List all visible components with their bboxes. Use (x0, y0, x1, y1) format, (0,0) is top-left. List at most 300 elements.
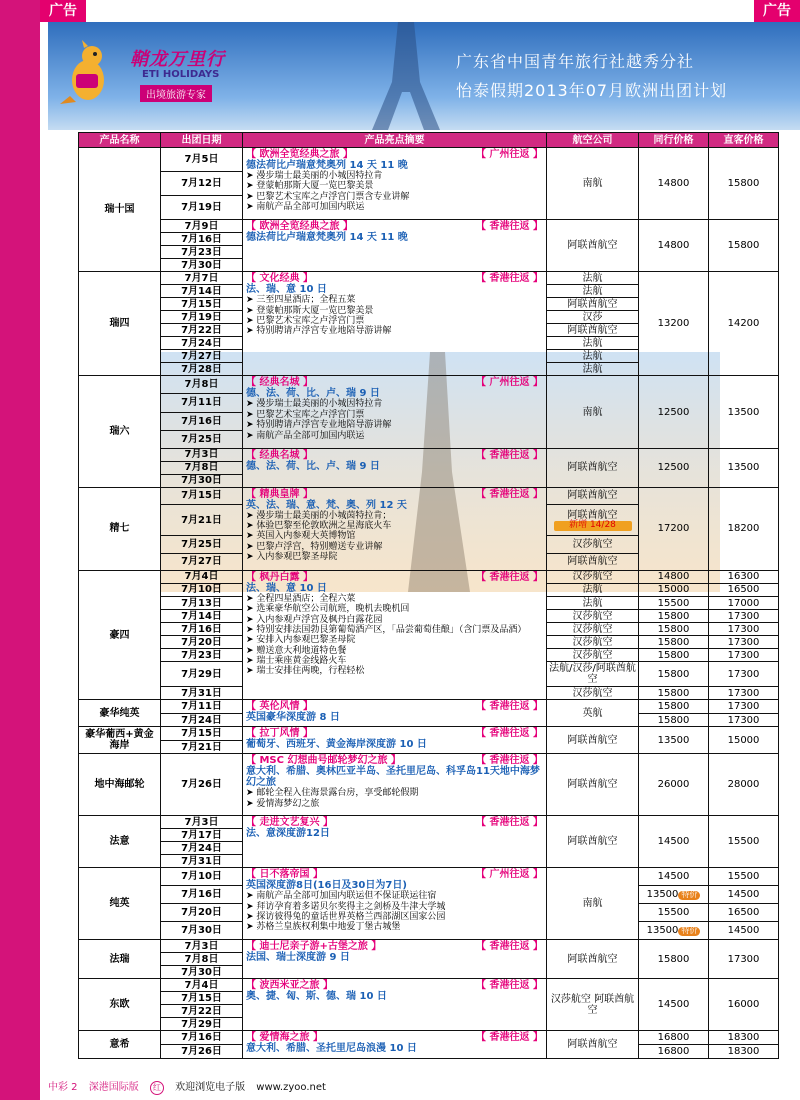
price-value: 17000 (727, 597, 760, 609)
price-value: 15500 (657, 907, 690, 919)
highlight-note (246, 531, 543, 541)
trade-price (639, 922, 709, 940)
departure-date: 7月4日 (161, 570, 243, 583)
retail-price (709, 886, 779, 904)
arrow-bullet-icon: ➤ (246, 399, 257, 410)
arrow-bullet-icon: ➤ (246, 305, 257, 316)
departure-date: 7月31日 (161, 687, 243, 700)
plan-title: 怡泰假期2013年07月欧洲出团计划 (456, 81, 728, 100)
airline (547, 311, 639, 324)
highlight-cell (243, 754, 547, 816)
departure-date: 7月8日 (161, 461, 243, 474)
price-value: 15000 (657, 584, 690, 596)
departure-date: 7月20日 (161, 904, 243, 922)
theme-tag: 【 文化经典 】 (246, 273, 313, 285)
note-text: 特别聘请卢浮宫专业地陪导游讲解 (256, 326, 392, 337)
arrow-bullet-icon: ➤ (246, 901, 257, 912)
price-value: 18300 (727, 1032, 760, 1044)
price-value: 16500 (727, 907, 760, 919)
airline (547, 649, 639, 662)
route-title: 意大利、希腊、圣托里尼岛浪漫 10 日 (246, 1043, 417, 1055)
airline-name: 法航 (582, 337, 603, 349)
table-row (79, 816, 779, 829)
note-text: 全程四星酒店；全程六菜 (256, 593, 356, 604)
theme-line (246, 941, 543, 952)
theme-tag: 【 迪士尼亲子游+古堡之旅 】 (246, 941, 382, 953)
departure-date: 7月3日 (161, 816, 243, 829)
theme-tag: 【 日不落帝国 】 (246, 869, 323, 881)
edition-label: 深港国际版 (88, 1082, 139, 1093)
note-text: 入内参观卢浮宫及枫丹白露花园 (256, 614, 383, 625)
highlight-note (246, 604, 543, 614)
airline-name: 汉莎航空 (572, 539, 613, 550)
highlight-note (246, 306, 543, 316)
departure-city: 【 广州往返 】 (476, 869, 543, 881)
trade-price (639, 816, 709, 868)
retail-price (709, 979, 779, 1031)
retail-price (709, 448, 779, 487)
arrow-bullet-icon: ➤ (246, 656, 257, 666)
price-value: 17300 (727, 700, 760, 712)
note-text: 瑞士安排住两晚，行程轻松 (256, 666, 365, 677)
price-value: 13200 (657, 318, 690, 330)
table-row (79, 220, 779, 233)
highlight-cell (243, 148, 547, 220)
note-text: 漫步瑞士最美丽的小城茵特拉肯； (256, 510, 392, 521)
airline (547, 363, 639, 376)
price-value: 12500 (657, 406, 690, 418)
highlight-cell (243, 727, 547, 754)
retail-price (709, 148, 779, 220)
price-value: 15800 (727, 240, 760, 252)
price-value: 15800 (657, 953, 690, 965)
price-value: 13500 (727, 406, 760, 418)
airline-name: 法航/汉莎/阿联酋航空 (549, 663, 636, 686)
airline (547, 570, 639, 583)
route-title: 德、法、荷、比、卢、瑞 9 日 (246, 460, 380, 472)
trade-price (639, 597, 709, 610)
route-title: 葡萄牙、西班牙、黄金海岸深度游 10 日 (246, 739, 427, 751)
product-name: 瑞六 (79, 376, 161, 487)
route-title: 英国豪华深度游 8 日 (246, 712, 340, 724)
price-value: 26000 (657, 779, 690, 791)
airline (547, 1031, 639, 1059)
airline-name: 汉莎航空 (572, 636, 613, 648)
trade-price (639, 1045, 709, 1059)
highlight-cell (243, 700, 547, 727)
route-title: 德、法、荷、比、卢、瑞 9 日 (246, 388, 380, 400)
note-text: 特别聘请卢浮宫专业地陪导游讲解 (256, 420, 392, 431)
page-number: 中彩 2 (48, 1082, 78, 1093)
price-value: 16800 (657, 1032, 690, 1044)
airline (547, 536, 639, 553)
trade-price (639, 886, 709, 904)
arrow-bullet-icon: ➤ (246, 624, 257, 635)
highlight-note (246, 902, 543, 912)
highlight-note (246, 912, 543, 922)
airline-name: 汉莎航空 (572, 623, 613, 635)
departure-date: 7月15日 (161, 298, 243, 311)
departure-date: 7月16日 (161, 623, 243, 636)
product-name: 豪华葡西+黄金海岸 (79, 727, 161, 754)
airline-name: 阿联酋航空 (567, 1039, 618, 1051)
trade-price (639, 623, 709, 636)
price-value: 15800 (657, 649, 690, 661)
theme-tag: 【 波西米亚之旅 】 (246, 980, 333, 992)
logo-title: 鞘龙万里行 (130, 49, 225, 70)
airline (547, 816, 639, 868)
retail-price (709, 610, 779, 623)
theme-line (246, 450, 543, 461)
departure-date: 7月5日 (161, 148, 243, 172)
highlight-note (246, 552, 543, 562)
departure-date: 7月30日 (161, 474, 243, 487)
highlight-note (246, 181, 543, 191)
product-name: 瑞十国 (79, 148, 161, 272)
theme-line (246, 1032, 543, 1043)
route-title: 法、意深度游12日 (246, 828, 330, 840)
highlight-note (246, 615, 543, 625)
airline (547, 727, 639, 754)
retail-price (709, 700, 779, 714)
product-name: 意希 (79, 1031, 161, 1059)
col-header: 出团日期 (161, 133, 243, 148)
highlight-note (246, 542, 543, 552)
departure-city: 【 广州往返 】 (476, 149, 543, 160)
highlight-note (246, 891, 543, 901)
highlight-note (246, 511, 543, 521)
airline-name: 汉莎航空 (572, 571, 613, 583)
theme-line (246, 273, 543, 284)
highlight-note (246, 594, 543, 604)
note-text: 爱情海梦幻之旅 (256, 798, 320, 809)
arrow-bullet-icon: ➤ (246, 181, 257, 192)
airline-name: 阿联酋航空 (567, 836, 618, 848)
highlight-note (246, 788, 543, 798)
theme-tag: 【 欧洲全览经典之旅 】 (246, 221, 353, 233)
table-row (79, 376, 779, 394)
price-value: 14500 (657, 836, 690, 848)
departure-date: 7月8日 (161, 953, 243, 966)
table-row (79, 754, 779, 816)
departure-date: 7月23日 (161, 246, 243, 259)
highlight-note (246, 326, 543, 336)
route-title: 意大利、希腊、奥林匹亚半岛、圣托里尼岛、科孚岛11天地中海梦幻之旅 (246, 766, 540, 789)
price-value: 13500 (657, 734, 690, 746)
retail-price (709, 583, 779, 596)
departure-date: 7月24日 (161, 842, 243, 855)
highlight-cell (243, 868, 547, 940)
price-value: 17300 (727, 610, 760, 622)
retail-price (709, 754, 779, 816)
route-title: 德法荷比卢瑞意梵奥列 14 天 11 晚 (246, 232, 408, 244)
airline-name: 阿联酋航空 (567, 462, 618, 474)
price-value: 28000 (727, 779, 760, 791)
departure-date: 7月24日 (161, 337, 243, 350)
trade-price (639, 148, 709, 220)
retail-price (709, 662, 779, 687)
price-value: 17300 (727, 953, 760, 965)
departure-city: 【 香港往返 】 (476, 941, 543, 953)
retail-price (709, 868, 779, 886)
airline (547, 623, 639, 636)
airline (547, 298, 639, 311)
airline-name: 阿联酋航空 (567, 240, 618, 252)
route-title: 德法荷比卢瑞意梵奥列 14 天 11 晚 (246, 160, 408, 171)
departure-date: 7月11日 (161, 700, 243, 714)
airline (547, 487, 639, 504)
arrow-bullet-icon: ➤ (246, 420, 257, 431)
price-value: 17300 (727, 623, 760, 635)
price-value: 15500 (657, 597, 690, 609)
departure-date: 7月31日 (161, 855, 243, 868)
retail-price (709, 649, 779, 662)
price-value: 16800 (657, 1046, 690, 1058)
departure-date: 7月3日 (161, 448, 243, 461)
trade-price (639, 583, 709, 596)
departure-date: 7月21日 (161, 740, 243, 754)
price-value: 12500 (657, 462, 690, 474)
price-value: 17300 (727, 687, 760, 699)
retail-price (709, 904, 779, 922)
price-value: 16500 (727, 584, 760, 596)
departure-date: 7月25日 (161, 430, 243, 448)
price-value: 15500 (727, 871, 760, 883)
trade-price (639, 979, 709, 1031)
arrow-bullet-icon: ➤ (246, 911, 257, 922)
highlight-note (246, 521, 543, 531)
departure-date: 7月22日 (161, 324, 243, 337)
airline (547, 350, 639, 363)
theme-line (246, 572, 543, 583)
airline (547, 940, 639, 979)
departure-city: 【 香港往返 】 (476, 701, 543, 713)
price-value: 14500 (657, 871, 690, 883)
theme-line (246, 869, 543, 880)
footer-url[interactable]: www.zyoo.net (256, 1082, 326, 1093)
airline (547, 636, 639, 649)
note-text: 巴黎艺术宝库之卢浮宫门票含专业讲解 (256, 191, 410, 202)
highlight-note (246, 635, 543, 645)
page-footer (48, 1078, 648, 1094)
note-text: 登蒙帕那斯大厦一览巴黎美景 (256, 305, 374, 316)
route-title: 英、法、瑞、意、梵、奥、列 12 天 (246, 499, 407, 511)
departure-date: 7月21日 (161, 504, 243, 536)
price-value: 17300 (727, 714, 760, 726)
theme-tag: 【 经典名城 】 (246, 449, 313, 461)
highlight-note (246, 646, 543, 656)
airline (547, 583, 639, 596)
airline-name: 阿联酋航空 (567, 953, 618, 965)
note-text: 巴黎卢浮宫，特别赠送专业讲解 (256, 541, 383, 552)
airline-name: 阿联酋航空 (567, 509, 618, 521)
departure-date: 7月15日 (161, 727, 243, 741)
arrow-bullet-icon: ➤ (246, 666, 257, 677)
retail-price (709, 940, 779, 979)
airline-name: 汉莎航空 (572, 610, 613, 622)
note-text: 巴黎艺术宝库之卢浮宫门票 (256, 409, 365, 420)
arrow-bullet-icon: ➤ (246, 552, 257, 562)
col-header: 航空公司 (547, 133, 639, 148)
airline (547, 337, 639, 350)
airline-name: 南航 (582, 178, 603, 190)
product-name: 瑞四 (79, 272, 161, 376)
airline (547, 754, 639, 816)
departure-date: 7月23日 (161, 649, 243, 662)
highlight-cell (243, 940, 547, 979)
departure-date: 7月27日 (161, 553, 243, 570)
departure-date: 7月25日 (161, 536, 243, 553)
trade-price (639, 662, 709, 687)
product-name: 法意 (79, 816, 161, 868)
airline (547, 448, 639, 487)
retail-price (709, 1031, 779, 1045)
airline-name: 汉莎航空 阿联酋航空 (550, 993, 635, 1016)
price-value: 16000 (727, 999, 760, 1011)
departure-date: 7月19日 (161, 196, 243, 220)
departure-date: 7月16日 (161, 412, 243, 430)
departure-date: 7月19日 (161, 311, 243, 324)
arrow-bullet-icon: ➤ (246, 510, 257, 521)
product-name: 地中海邮轮 (79, 754, 161, 816)
trade-price (639, 636, 709, 649)
departure-city: 【 香港往返 】 (476, 1032, 543, 1044)
price-value: 15000 (727, 734, 760, 746)
departure-city: 【 香港往返 】 (476, 817, 543, 829)
arrow-bullet-icon: ➤ (246, 520, 257, 531)
arrow-bullet-icon: ➤ (246, 191, 257, 202)
product-name: 精七 (79, 487, 161, 570)
departure-date: 7月16日 (161, 886, 243, 904)
airline-name: 南航 (582, 406, 603, 418)
airline (547, 868, 639, 940)
theme-tag: 【 枫丹白露 】 (246, 571, 313, 583)
trade-price (639, 713, 709, 727)
table-row (79, 148, 779, 172)
departure-date: 7月28日 (161, 363, 243, 376)
special-offer-badge: 特价 (678, 927, 700, 936)
retail-price (709, 570, 779, 583)
price-value: 14200 (727, 318, 760, 330)
departure-date: 7月15日 (161, 487, 243, 504)
airline (547, 553, 639, 570)
arrow-bullet-icon: ➤ (246, 409, 257, 420)
departure-date: 7月4日 (161, 979, 243, 992)
ad-label-right: 广告 (754, 0, 800, 22)
trade-price (639, 904, 709, 922)
arrow-bullet-icon: ➤ (246, 593, 257, 604)
highlight-cell (243, 570, 547, 699)
note-text: 赠送意大利地道特色餐 (256, 645, 347, 656)
retail-price (709, 272, 779, 376)
departure-date: 7月9日 (161, 220, 243, 233)
arrow-bullet-icon: ➤ (246, 922, 257, 933)
route-title: 法、瑞、意 10 日 (246, 284, 327, 296)
retail-price (709, 597, 779, 610)
price-value: 14500 (657, 999, 690, 1011)
red-badge-icon: 红 (150, 1081, 164, 1095)
price-value: 15800 (657, 714, 690, 726)
table-row (79, 570, 779, 583)
note-text: 漫步瑞士最美丽的小城因特拉肯 (256, 171, 383, 181)
theme-tag: 【 爱情海之旅 】 (246, 1032, 323, 1044)
trade-price (639, 754, 709, 816)
highlight-cell (243, 979, 547, 1031)
departure-date: 7月16日 (161, 1031, 243, 1045)
departure-city: 【 广州往返 】 (476, 377, 543, 389)
airline (547, 597, 639, 610)
retail-price (709, 727, 779, 754)
note-text: 巴黎艺术宝库之卢浮宫门票 (256, 315, 365, 326)
highlight-cell (243, 448, 547, 487)
route-title: 法、瑞、意 10 日 (246, 582, 327, 594)
airline-name: 法航 (582, 363, 603, 375)
route-title: 奥、捷、匈、斯、德、瑞 10 日 (246, 991, 387, 1003)
route-title: 法国、瑞士深度游 9 日 (246, 952, 350, 964)
theme-tag: 【 拉丁风情 】 (246, 728, 313, 740)
departure-date: 7月13日 (161, 597, 243, 610)
airline-name: 汉莎航空 (572, 687, 613, 699)
price-value: 15800 (657, 610, 690, 622)
price-value: 17300 (727, 636, 760, 648)
airline (547, 220, 639, 272)
trade-price (639, 376, 709, 448)
departure-date: 7月16日 (161, 233, 243, 246)
note-text: 苏格兰皇族权利集中地爱丁堡古城堡 (256, 922, 401, 933)
col-header: 产品亮点摘要 (243, 133, 547, 148)
arrow-bullet-icon: ➤ (246, 430, 257, 441)
theme-tag: 【 经典名城 】 (246, 377, 313, 389)
theme-line (246, 728, 543, 739)
departure-city: 【 香港往返 】 (476, 273, 543, 285)
retail-price (709, 713, 779, 727)
airline-name: 法航 (582, 597, 603, 609)
retail-price (709, 816, 779, 868)
highlight-cell (243, 376, 547, 448)
departure-date: 7月10日 (161, 868, 243, 886)
highlight-note (246, 656, 543, 666)
table-row (79, 1031, 779, 1045)
airline (547, 148, 639, 220)
arrow-bullet-icon: ➤ (246, 788, 257, 799)
airline-name: 阿联酋航空 (567, 490, 618, 502)
theme-line (246, 149, 543, 160)
trade-price (639, 610, 709, 623)
airline-name: 阿联酋航空 (567, 298, 618, 310)
departure-city: 【 香港往返 】 (476, 449, 543, 461)
highlight-note (246, 666, 543, 676)
arrow-bullet-icon: ➤ (246, 798, 257, 809)
trade-price (639, 220, 709, 272)
trade-price (639, 448, 709, 487)
theme-line (246, 701, 543, 712)
retail-price (709, 636, 779, 649)
trade-price (639, 868, 709, 886)
departure-date: 7月11日 (161, 394, 243, 412)
departure-city: 【 香港往返 】 (476, 728, 543, 740)
price-value: 15800 (657, 668, 690, 680)
airline-name: 汉莎 (582, 311, 603, 323)
highlight-note (246, 410, 543, 420)
theme-line (246, 980, 543, 991)
trade-price (639, 1031, 709, 1045)
price-value: 15500 (727, 836, 760, 848)
airline-name: 阿联酋航空 (567, 734, 618, 746)
highlight-cell (243, 272, 547, 376)
highlight-note (246, 192, 543, 202)
trade-price (639, 687, 709, 700)
airline (547, 504, 639, 536)
